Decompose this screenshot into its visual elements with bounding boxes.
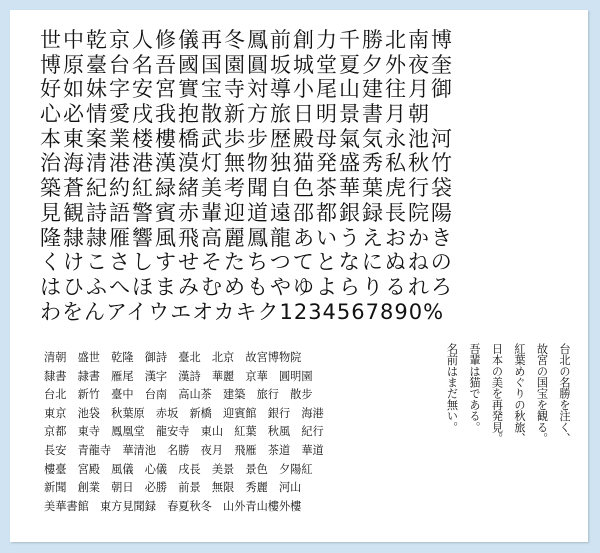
glyph-row: 心必情愛戌我抱散新方旅日明景書月朝: [40, 102, 431, 127]
glyph-row: 隆隸隷雁響風飛高麗鳳龍あいうえおかき: [40, 225, 454, 250]
glyph-row: 見観詩語警賓赤輩迎道遠邵都銀録長院陽: [40, 200, 454, 225]
glyph-row: わをんアイウエオカキク1234567890%: [40, 299, 445, 324]
sample-word-row: 東京 池袋 秋葉原 赤坂 新橋 迎賓館 銀行 海港: [44, 406, 324, 420]
glyph-row: 世中乾京人修儀再冬鳳前創力千勝北南博: [40, 28, 454, 52]
glyph-row: くけこさしすせそたちつてとなにぬねの: [40, 250, 454, 275]
sample-word-row: 樓臺 宮殿 風儀 心儀 戌長 美景 景色 夕陽紅: [44, 462, 313, 476]
glyph-row: 治海清港港漢漠灯無物独猫発盛秀私秋竹: [40, 151, 454, 176]
vertical-text-column: 台北の名勝を注く、: [558, 343, 571, 444]
glyph-row: 築蒼紀約紅緑緒美考聞自色茶華葉虎行袋: [40, 176, 454, 201]
glyph-row: 博原臺台名吾國国園圓坂城堂夏夕外夜奎: [40, 52, 454, 77]
glyph-row: はひふへほまみむめもやゆよらりるれろ: [40, 274, 454, 299]
sample-word-row: 清朝 盛世 乾隆 御詩 臺北 北京 故宮博物院: [44, 351, 302, 364]
vertical-text-column: 名前はまだ無い。: [445, 343, 459, 433]
sample-word-row: 隸書 隷書 雁尾 漢字 漢詩 華麗 京華 圓明園: [44, 369, 313, 383]
sample-word-row: 美華書館 東方見聞録 春夏秋冬 山外青山樓外樓: [44, 499, 302, 513]
glyph-row: 好如妹字安宮實宝寺対導小尾山建往月御: [40, 77, 454, 102]
vertical-text-column: 故宮の国宝を観る。: [535, 343, 549, 444]
vertical-text-column: 吾輩は猫である。: [468, 343, 481, 433]
glyph-row: 本東案業楼樓橋武歩步歴殿母氣気永池河: [40, 126, 454, 151]
font-specimen-sheet: [10, 10, 588, 542]
vertical-text-sample: [433, 343, 571, 483]
sample-word-row: 長安 青龍寺 華清池 名勝 夜月 飛雁 茶道 華道: [44, 443, 324, 457]
sample-word-row: 新聞 創業 朝日 必勝 前景 無限 秀麗 河山: [44, 481, 302, 495]
vertical-text-column: 紅葉めぐりの秋旅、: [513, 343, 526, 444]
large-glyph-grid: [40, 28, 560, 324]
sample-word-row: 台北 新竹 臺中 台南 高山茶 建築 旅行 散步: [44, 388, 313, 402]
sample-word-row: 京都 東寺 鳳凰堂 龍安寺 東山 紅葉 秋風 紀行: [44, 425, 324, 439]
sample-word-list: [44, 349, 419, 516]
vertical-text-column: 日本の美を再発見。: [490, 343, 504, 444]
